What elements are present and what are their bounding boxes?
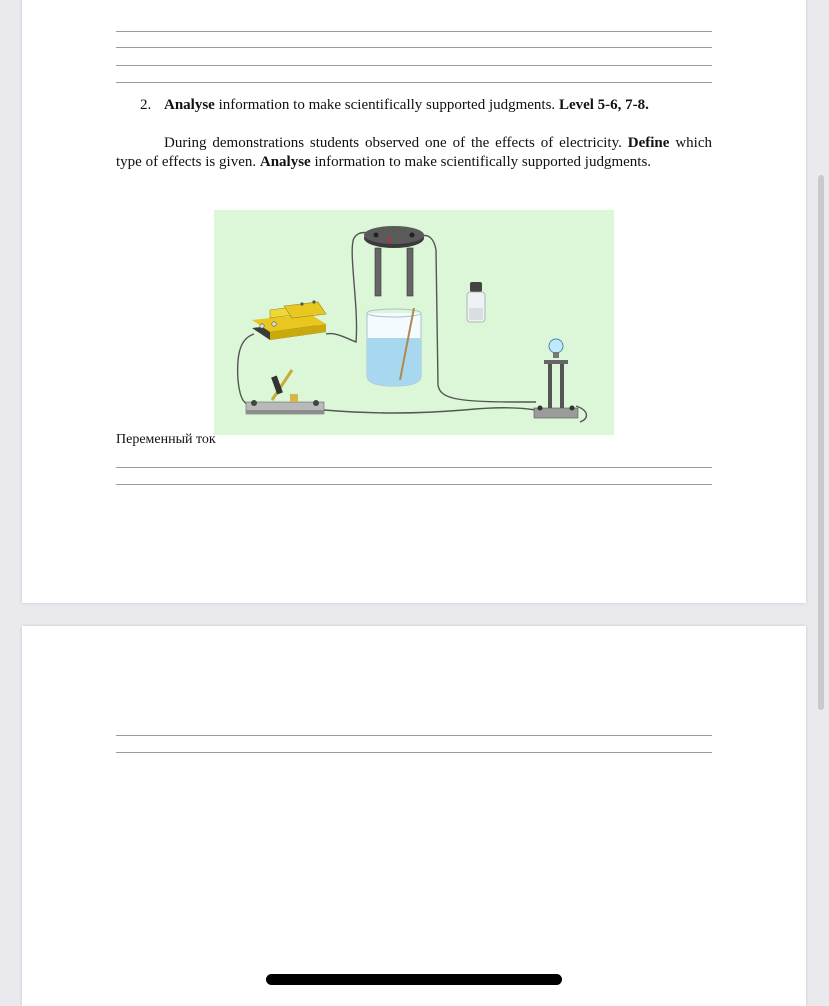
question-verb: Analyse [164,97,215,113]
answer-line [116,467,712,468]
electrolysis-circuit-figure [214,210,614,435]
answer-line [116,47,712,48]
question-paragraph [116,134,712,172]
document-page-2 [22,626,806,1006]
question-heading [140,97,649,114]
answer-line [116,82,712,83]
beaker [367,308,421,386]
answer-line [116,31,712,32]
paragraph-text: information to make scientifically supported judgments. [310,154,652,170]
paragraph-bold-define: Define [627,135,670,151]
answer-line [116,735,712,736]
electrode [375,248,381,296]
answer-line [116,752,712,753]
document-page-1 [22,0,806,603]
answer-handwritten: Переменный ток [116,432,216,447]
scrollbar[interactable] [818,175,824,710]
question-level: Level 5-6, 7-8. [558,97,649,113]
electrode [407,248,413,296]
paragraph-bold-analyse: Analyse [259,154,311,170]
question-number: 2. [140,97,152,113]
question-text: information to make scientifically supported judgments. [214,97,559,113]
paragraph-text: which type of effects is given. [116,135,712,170]
paragraph-text: During demonstrations students observed one of the effects of electricity. [164,135,628,151]
answer-line [116,65,712,66]
electrode-holder [364,226,424,248]
home-indicator[interactable] [266,974,562,985]
answer-line [116,484,712,485]
